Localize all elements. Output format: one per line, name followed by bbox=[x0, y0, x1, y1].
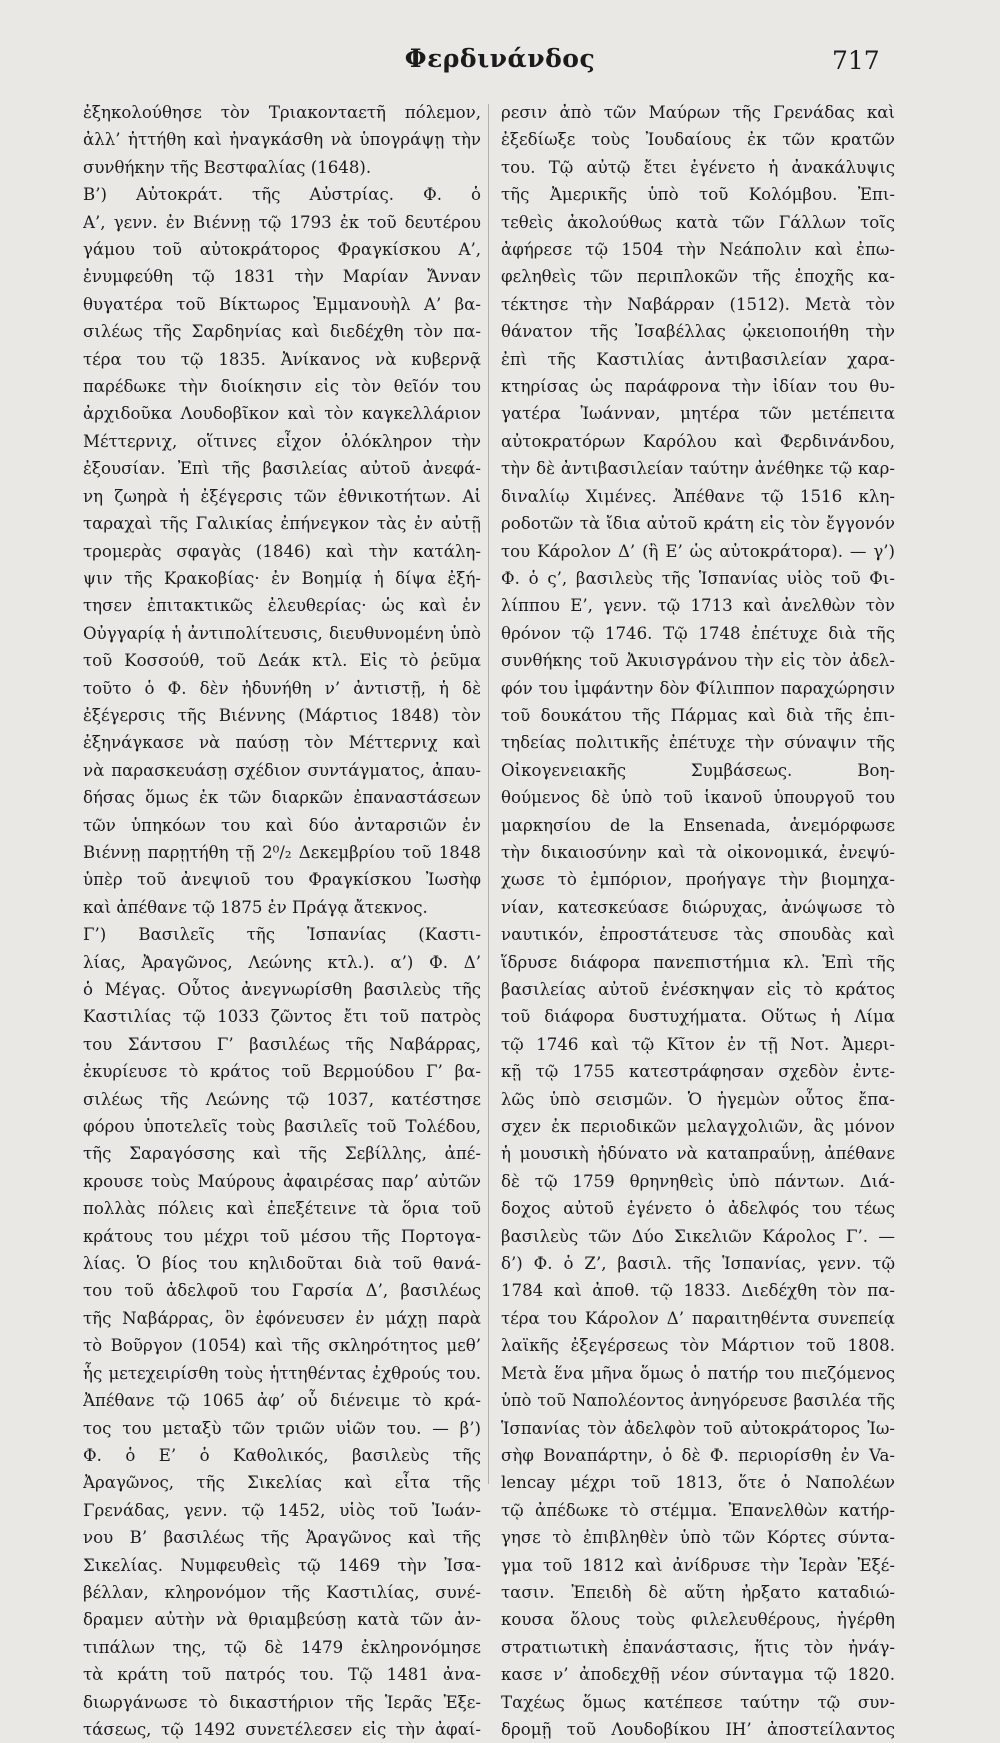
text-line: δ’) Φ. ὁ Ζ’, βασιλ. τῆς Ἱσπανίας, γενν. τῷ bbox=[501, 1254, 895, 1274]
text-line: τῶν ὑπηκόων του καὶ δύο ἀνταρσιῶν ἐν bbox=[83, 815, 481, 835]
text-line: Ἀραγῶνος, τῆς Σικελίας καὶ εἶτα τῆς bbox=[83, 1473, 481, 1493]
column-divider bbox=[488, 104, 489, 1484]
text-line: ἀφήρεσε τῷ 1504 τὴν Νεάπολιν καὶ ἐπω- bbox=[501, 240, 895, 260]
text-line: τασιν. Ἐπειδὴ δὲ αὕτη ἠρξατο καταδιώ- bbox=[501, 1582, 895, 1602]
text-line: κτηρίσας ὡς παράφρονα τὴν ἰδίαν του θυ- bbox=[501, 377, 895, 397]
text-line: χωσε τὸ ἐμπόριον, προήγαγε τὴν βιομηχα- bbox=[501, 870, 895, 890]
text-line: Καστιλίας τῷ 1033 ζῶντος ἔτι τοῦ πατρὸς bbox=[83, 1007, 481, 1027]
text-line: λίας. Ὁ βίος του κηλιδοῦται διὰ τοῦ θανά- bbox=[83, 1254, 481, 1274]
text-line: τῷ 1746 καὶ τῷ Κῖτον ἐν τῇ Νοτ. Ἀμερι- bbox=[501, 1034, 895, 1054]
text-line: τὴν δικαιοσύνην καὶ τὰ οἰκονομικά, ἐνεψύ- bbox=[501, 842, 895, 862]
text-line: γησε τὸ ἐπιβληθὲν ὑπὸ τῶν Κόρτες σύντα- bbox=[501, 1528, 895, 1548]
text-line: σιλέως τῆς Σαρδηνίας καὶ διεδέχθη τὸν πα- bbox=[83, 322, 481, 342]
text-line: συνθήκης τοῦ Ἀκυισγράνου τὴν εἰς τὸν ἀδελ- bbox=[501, 651, 895, 671]
text-line: διωργάνωσε τὸ δικαστήριον τῆς Ἱερᾶς Ἐξε- bbox=[83, 1692, 481, 1712]
text-line: ἧς μετεχειρίσθη τοὺς ἡττηθέντας ἐχθρούς του. bbox=[83, 1363, 481, 1383]
text-line: τησεν ἐπιτακτικῶς ἐλευθερίας· ὡς καὶ ἐν bbox=[83, 596, 481, 616]
text-line: Γ’) Βασιλεῖς τῆς Ἱσπανίας (Καστι- bbox=[83, 925, 481, 945]
text-line: νίαν, κατεσκεύασε διώρυχας, ἀνώψωσε τὸ bbox=[501, 897, 895, 917]
text-line: Γρενάδας, γενν. τῷ 1452, υἱὸς τοῦ Ἰωάν- bbox=[83, 1500, 481, 1520]
text-line: βέλλαν, κληρονόμον τῆς Καστιλίας, συνέ- bbox=[83, 1582, 481, 1602]
text-line: τῆς Ναβάρρας, ὃν ἐφόνευσεν ἐν μάχῃ παρὰ bbox=[83, 1308, 481, 1328]
text-line: συνθήκην τῆς Βεστφαλίας (1648). bbox=[83, 157, 372, 177]
text-line: Οἰκογενειακῆς Συμβάσεως. Βοη- bbox=[501, 760, 895, 780]
text-line: λίας, Ἀραγῶνος, Λεώνης κτλ.). α’) Φ. Δ’ bbox=[83, 952, 481, 972]
page-number: 717 bbox=[832, 46, 880, 75]
text-line: τηδείας πολιτικῆς ἐπέτυχε τὴν σύναψιν τῆς bbox=[501, 733, 895, 753]
text-line: βασιλείας αὐτοῦ ἐνέσκηψαν εἰς τὸ κράτος bbox=[501, 980, 895, 999]
text-line: γάμου τοῦ αὐτοκράτορος Φραγκίσκου Α’, bbox=[83, 240, 481, 260]
text-line: τέρα του Κάρολον Δ’ παραιτηθέντα συνεπείᾳ bbox=[501, 1308, 895, 1328]
text-line: νη ζωηρὰ ἡ ἐξέγερσις τῶν ἐθνικοτήτων. Αἱ bbox=[83, 486, 481, 506]
text-line: σὴφ Βοναπάρτην, ὁ δὲ Φ. περιορίσθη ἐν Va- bbox=[501, 1445, 895, 1465]
text-line: βασιλεὺς τῶν Δύο Σικελιῶν Κάρολος Γ’. — bbox=[501, 1226, 895, 1246]
text-line: Β’) Αὐτοκράτ. τῆς Αὐστρίας. Φ. ὁ bbox=[83, 185, 481, 205]
text-line: κουσα ὅλους τοὺς φιλελευθέρους, ἠγέρθη bbox=[501, 1610, 895, 1630]
text-line: θρόνον τῷ 1746. Τῷ 1748 ἐπέτυχε διὰ τῆς bbox=[501, 623, 895, 643]
text-line: τέρα του τῷ 1835. Ἀνίκανος νὰ κυβερνᾷ bbox=[83, 349, 481, 369]
text-line: ἐνυμφεύθη τῷ 1831 τὴν Μαρίαν Ἄνναν bbox=[83, 267, 481, 287]
text-line: τοῦ Κοσσούθ, τοῦ Δεάκ κτλ. Εἰς τὸ ῥεῦμα bbox=[83, 651, 481, 671]
text-line: τὴν δὲ ἀντιβασιλείαν ταύτην ἀνέθηκε τῷ καρ- bbox=[501, 459, 895, 479]
text-line: λῶς ὑπὸ σεισμῶν. Ὁ ἡγεμὼν οὗτος ἔπα- bbox=[501, 1089, 895, 1109]
text-line: τέκτησε τὴν Ναβάρραν (1512). Μετὰ τὸν bbox=[501, 294, 895, 314]
text-line: ἀλλ’ ἡττήθη καὶ ἠναγκάσθη νὰ ὑπογράψῃ τὴν bbox=[83, 130, 481, 150]
text-line: ἐξηνάγκασε νὰ παύσῃ τὸν Μέττερνιχ καὶ bbox=[83, 733, 481, 753]
text-line: αὐτοκρατόρων Καρόλου καὶ Φερδινάνδου, bbox=[501, 431, 895, 451]
text-line: Φ. ὁ Ε’ ὁ Καθολικός, βασιλεὺς τῆς bbox=[83, 1445, 481, 1465]
text-line: λίππου Ε’, γενν. τῷ 1713 καὶ ἀνελθὼν τὸν bbox=[501, 596, 895, 616]
text-line: ἐπὶ τῆς Καστιλίας ἀντιβασιλείαν χαρα- bbox=[501, 349, 895, 369]
text-line: θυγατέρα τοῦ Βίκτωρος Ἐμμανουὴλ Α’ βα- bbox=[83, 294, 481, 314]
text-line: λαϊκῆς ἐξεγέρσεως τὸν Μάρτιον τοῦ 1808. bbox=[501, 1336, 895, 1356]
right-column bbox=[501, 99, 895, 1743]
text-line: γατέρα Ἰωάνναν, μητέρα τῶν μετέπειτα bbox=[501, 404, 895, 424]
text-line: ἐξεδίωξε τοὺς Ἰουδαίους ἐκ τῶν κρατῶν bbox=[501, 130, 895, 150]
text-line: τὸ Βοῦργον (1054) καὶ τῆς σκληρότητος μεθ’ bbox=[83, 1336, 481, 1356]
text-line: δὲ τῷ 1759 θρηνηθεὶς ὑπὸ πάντων. Διά- bbox=[501, 1171, 895, 1191]
text-line: τὰ κράτη τοῦ πατρός του. Τῷ 1481 ἀνα- bbox=[83, 1665, 481, 1685]
text-line: ἐκυρίευσε τὸ κράτος τοῦ Βερμούδου Γ’ βα- bbox=[83, 1062, 481, 1082]
text-line: ἐξέγερσις τῆς Βιέννης (Μάρτιος 1848) τὸν bbox=[83, 705, 481, 725]
text-line: θάνατον τῆς Ἰσαβέλλας ᾠκειοποιήθη τὴν bbox=[501, 322, 895, 342]
text-line: ροδοτῶν τὰ ἴδια αὐτοῦ κράτη εἰς τὸν ἔγγονόν bbox=[501, 514, 895, 534]
text-line: γμα τοῦ 1812 καὶ ἀνίδρυσε τὴν Ἱερὰν Ἐξέ- bbox=[501, 1555, 895, 1575]
text-line: δρομῇ τοῦ Λουδοβίκου ΙΗ’ ἀποστείλαντος bbox=[501, 1719, 895, 1739]
text-line: τοῦ διάφορα δυστυχήματα. Οὕτως ἡ Λίμα bbox=[501, 1007, 895, 1027]
text-line: τεθεὶς ἀκολούθως κατὰ τῶν Γάλλων τοῖς bbox=[501, 212, 895, 232]
text-line: νου Β’ βασιλέως τῆς Ἀραγῶνος καὶ τῆς bbox=[83, 1528, 481, 1548]
text-line: τῷ ἀπέδωκε τὸ στέμμα. Ἐπανελθὼν κατήρ- bbox=[501, 1500, 895, 1520]
text-line: ὑπὸ τοῦ Ναπολέοντος ἀνηγόρευσε βασιλέα τῆς bbox=[501, 1391, 895, 1411]
text-line: παρέδωκε τὴν διοίκησιν εἰς τὸν θεῖόν του bbox=[83, 377, 481, 397]
text-line: Α’, γενν. ἐν Βιέννῃ τῷ 1793 ἐκ τοῦ δευτέρου bbox=[83, 212, 481, 232]
text-line: 1784 καὶ ἀποθ. τῷ 1833. Διεδέχθη τὸν πα- bbox=[501, 1281, 895, 1301]
text-line: καὶ ἀπέθανε τῷ 1875 ἐν Πράγᾳ ἄτεκνος. bbox=[83, 897, 428, 917]
text-line: θούμενος δὲ ὑπὸ τοῦ ἱκανοῦ ὑπουργοῦ του bbox=[501, 788, 895, 808]
text-line: Φ. ὁ ς’, βασιλεὺς τῆς Ἱσπανίας υἱὸς τοῦ Φι- bbox=[501, 568, 895, 588]
text-line: Μέττερνιχ, οἵτινες εἶχον ὁλόκληρον τὴν bbox=[83, 431, 481, 451]
text-line: δραμεν αὐτὴν νὰ θριαμβεύσῃ κατὰ τῶν ἀν- bbox=[83, 1610, 481, 1630]
text-line: κασε ν’ ἀποδεχθῇ νέον σύνταγμα τῷ 1820. bbox=[501, 1665, 895, 1685]
text-line: δοχος αὐτοῦ ἐγένετο ὁ ἀδελφός του τέως bbox=[501, 1199, 895, 1219]
text-line: ψιν τῆς Κρακοβίας· ἐν Βοημίᾳ ἡ δίψα ἐξή- bbox=[83, 568, 481, 588]
text-line: του Σάντσου Γ’ βασιλέως τῆς Ναβάρρας, bbox=[83, 1034, 481, 1054]
text-line: κῇ τῷ 1755 κατεστράφησαν σχεδὸν ἐντε- bbox=[501, 1062, 895, 1082]
text-line: ρεσιν ἀπὸ τῶν Μαύρων τῆς Γρενάδας καὶ bbox=[501, 103, 895, 122]
text-line: σιλέως τῆς Λεώνης τῷ 1037, κατέστησε bbox=[83, 1089, 481, 1109]
text-line: του Κάρολον Δ’ (ἢ Ε’ ὡς αὐτοκράτορα). — γ’) bbox=[501, 541, 895, 561]
text-line: ταραχαὶ τῆς Γαλικίας ἐπήνεγκον τὰς ἐν αὐτῇ bbox=[83, 514, 481, 534]
text-line: τιπάλων της, τῷ δὲ 1479 ἐκληρονόμησε bbox=[83, 1637, 481, 1657]
left-column bbox=[83, 99, 481, 1743]
text-line: ὑπὲρ τοῦ ἀνεψιοῦ του Φραγκίσκου Ἰωσὴφ bbox=[83, 870, 481, 890]
text-line: σχεν ἐκ περιοδικῶν μελαγχολιῶν, ἃς μόνον bbox=[501, 1117, 895, 1137]
text-line: φόν του ἰμφάντην δὸν Φίλιππον παραχώρησιν bbox=[501, 678, 895, 698]
text-line: ναυτικόν, ἐπροστάτευσε τὰς σπουδὰς καὶ bbox=[501, 925, 895, 945]
text-line: ἐξουσίαν. Ἐπὶ τῆς βασιλείας αὐτοῦ ἀνεφά- bbox=[83, 459, 481, 479]
text-line: νὰ παρασκευάσῃ σχέδιον συντάγματος, ἀπαυ- bbox=[83, 760, 481, 780]
text-line: ἀρχιδοῦκα Λουδοβῖκον καὶ τὸν καγκελλάριον bbox=[83, 404, 481, 424]
text-line: του. Τῷ αὐτῷ ἔτει ἐγένετο ἡ ἀνακάλυψις bbox=[501, 157, 895, 177]
text-line: κρουσε τοὺς Μαύρους ἀφαιρέσας παρ’ αὐτῶν bbox=[83, 1171, 481, 1191]
text-line: τρομερὰς σφαγὰς (1846) καὶ τὴν κατάλη- bbox=[83, 541, 481, 561]
text-line: τῆς Σαραγόσσης καὶ τῆς Σεβίλλης, ἀπέ- bbox=[83, 1144, 481, 1164]
text-line: ἡ μουσικὴ ἠδύνατο νὰ καταπραΰνῃ, ἀπέθανε bbox=[501, 1144, 895, 1164]
text-line: lencay μέχρι τοῦ 1813, ὅτε ὁ Ναπολέων bbox=[501, 1473, 895, 1493]
text-line: κράτους του μέχρι τοῦ μέσου τῆς Πορτογα- bbox=[83, 1226, 481, 1246]
text-line: τῆς Ἀμερικῆς ὑπὸ τοῦ Κολόμβου. Ἐπι- bbox=[501, 185, 895, 205]
running-title: Φερδινάνδος bbox=[404, 44, 596, 73]
text-line: φόρου ὑποτελεῖς τοὺς βασιλεῖς τοῦ Τολέδου, bbox=[83, 1117, 481, 1137]
text-line: Ἱσπανίας τὸν ἀδελφὸν τοῦ αὐτοκράτορος Ἰω- bbox=[501, 1418, 895, 1438]
text-line: ἵδρυσε διάφορα πανεπιστήμια κλ. Ἐπὶ τῆς bbox=[501, 952, 895, 972]
text-line: πολλὰς πόλεις καὶ ἐπεξέτεινε τὰ ὅρια τοῦ bbox=[83, 1199, 481, 1219]
text-line: του τοῦ ἀδελφοῦ του Γαρσία Δ’, βασιλέως bbox=[83, 1281, 481, 1301]
text-line: τοῦτο ὁ Φ. δὲν ἠδυνήθη ν’ ἀντιστῇ, ἡ δὲ bbox=[83, 678, 481, 698]
text-line: ἐξηκολούθησε τὸν Τριακονταετῆ πόλεμον, bbox=[83, 103, 481, 122]
text-line: διναλίῳ Χιμένες. Ἀπέθανε τῷ 1516 κλη- bbox=[501, 486, 895, 506]
text-line: τος του μεταξὺ τῶν τριῶν υἱῶν του. — β’) bbox=[83, 1418, 481, 1438]
text-line: Σικελίας. Νυμφευθεὶς τῷ 1469 τὴν Ἰσα- bbox=[83, 1555, 481, 1575]
text-line: τοῦ δουκάτου τῆς Πάρμας καὶ διὰ τῆς ἐπι- bbox=[501, 705, 895, 725]
text-line: στρατιωτικὴ ἐπανάστασις, ἥτις τὸν ἠνάγ- bbox=[501, 1637, 895, 1657]
text-line: Μετὰ ἕνα μῆνα ὅμως ὁ πατήρ του πιεζόμενος bbox=[501, 1363, 895, 1383]
text-line: ὁ Μέγας. Οὗτος ἀνεγνωρίσθη βασιλεὺς τῆς bbox=[83, 980, 481, 999]
text-line: δήσας ὅμως ἐκ τῶν διαρκῶν ἐπαναστάσεων bbox=[83, 788, 481, 808]
text-line: Ἀπέθανε τῷ 1065 ἀφ’ οὗ διένειμε τὸ κρά- bbox=[83, 1391, 481, 1411]
text-line: φεληθεὶς τῶν περιπλοκῶν τῆς ἐποχῆς κα- bbox=[501, 267, 895, 287]
text-line: Βιέννῃ παρῃτήθη τῇ 2⁰/₂ Δεκεμβρίου τοῦ 1848 bbox=[83, 842, 481, 862]
text-line: μαρκησίου de la Ensenada, ἀνεμόρφωσε bbox=[501, 815, 895, 835]
text-line: Ταχέως ὅμως κατέπεσε ταύτην τῷ συν- bbox=[501, 1692, 895, 1712]
text-line: Οὐγγαρίᾳ ἡ ἀντιπολίτευσις, διευθυνομένη ὑπὸ bbox=[83, 623, 481, 643]
text-line: τάσεως, τῷ 1492 συνετέλεσεν εἰς τὴν ἀφαί- bbox=[83, 1719, 481, 1739]
